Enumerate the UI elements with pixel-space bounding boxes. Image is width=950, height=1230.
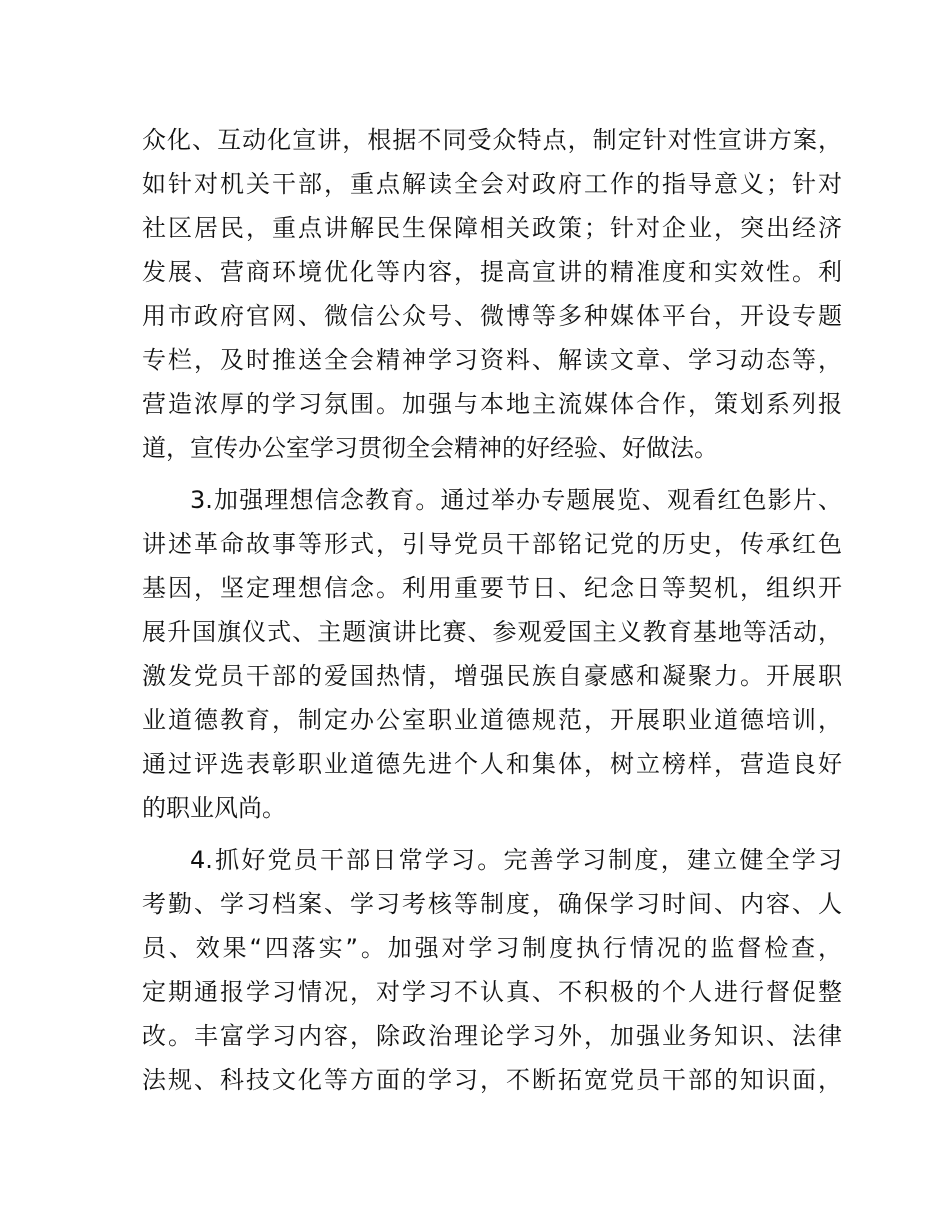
paragraph-gap (142, 830, 842, 838)
text-line: 展升国旗仪式、主题演讲比赛、参观爱国主义教育基地等活动， (142, 618, 842, 646)
text-line: 的职业风尚。 (142, 794, 286, 822)
text-line: 众化、互动化宣讲，根据不同受众特点，制定针对性宣讲方案， (142, 126, 842, 154)
document-body (142, 118, 842, 1102)
text-line: 用市政府官网、微信公众号、微博等多种媒体平台，开设专题 (142, 302, 842, 330)
text-line: 营造浓厚的学习氛围。加强与本地主流媒体合作，策划系列报 (142, 390, 842, 418)
text-line: 社区居民，重点讲解民生保障相关政策；针对企业，突出经济 (142, 214, 842, 242)
paragraph-2 (142, 478, 842, 830)
text-line: 道，宣传办公室学习贯彻全会精神的好经验、好做法。 (142, 434, 718, 462)
text-line: 专栏，及时推送全会精神学习资料、解读文章、学习动态等， (142, 346, 842, 374)
text-line: 基因，坚定理想信念。利用重要节日、纪念日等契机，组织开 (142, 574, 842, 602)
text-line: 如针对机关干部，重点解读全会对政府工作的指导意义；针对 (142, 170, 842, 198)
text-line: 业道德教育，制定办公室职业道德规范，开展职业道德培训， (142, 706, 842, 734)
paragraph-gap (142, 470, 842, 478)
text-line: 通过评选表彰职业道德先进个人和集体，树立榜样，营造良好 (142, 750, 842, 778)
text-line: 发展、营商环境优化等内容，提高宣讲的精准度和实效性。利 (142, 258, 842, 286)
text-line: 考勤、学习档案、学习考核等制度，确保学习时间、内容、人 (142, 890, 842, 918)
paragraph-1 (142, 118, 842, 470)
text-line: 定期通报学习情况，对学习不认真、不积极的个人进行督促整 (142, 978, 842, 1006)
text-line: 改。丰富学习内容，除政治理论学习外，加强业务知识、法律 (142, 1022, 842, 1050)
text-line: 4.抓好党员干部日常学习。完善学习制度，建立健全学习 (190, 846, 842, 874)
text-line: 激发党员干部的爱国热情，增强民族自豪感和凝聚力。开展职 (142, 662, 842, 690)
paragraph-3 (142, 838, 842, 1102)
text-line: 法规、科技文化等方面的学习，不断拓宽党员干部的知识面， (142, 1066, 842, 1094)
text-line: 员、效果“四落实”。加强对学习制度执行情况的监督检查， (142, 934, 842, 962)
text-line: 3.加强理想信念教育。通过举办专题展览、观看红色影片、 (190, 486, 842, 514)
text-line: 讲述革命故事等形式，引导党员干部铭记党的历史，传承红色 (142, 530, 842, 558)
